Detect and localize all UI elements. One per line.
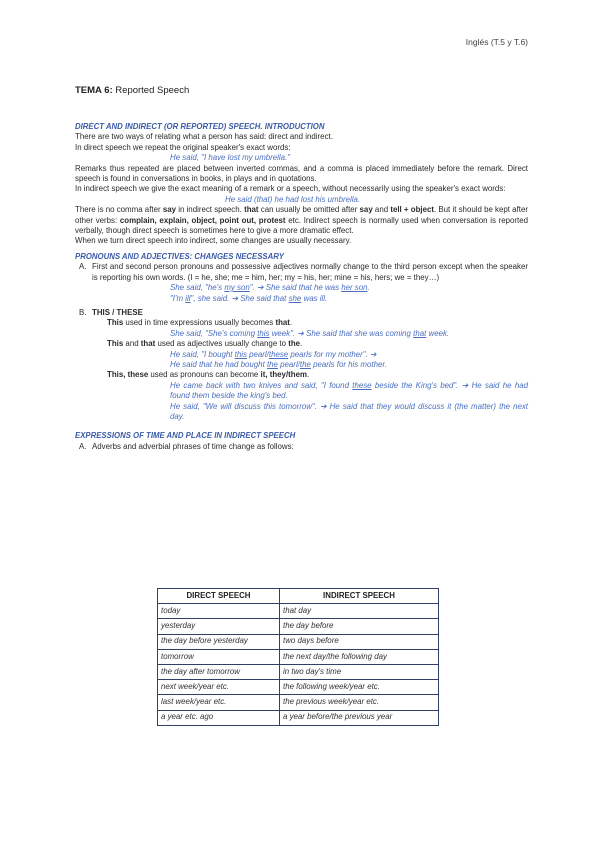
cell-direct: yesterday xyxy=(158,619,280,634)
intro-paragraph-3: Remarks thus repeated are placed between inverted commas, and a comma is placed immediately before the remark. Direct speech is found in conversations in books, in plays and in quotations. xyxy=(75,163,528,184)
cell-indirect: the day before xyxy=(280,619,439,634)
table-row xyxy=(158,619,439,634)
intro-paragraph-6: When we turn direct speech into indirect, some changes are usually necessary. xyxy=(75,236,352,246)
keyword: the xyxy=(288,339,301,349)
rule-b2 xyxy=(75,339,528,349)
example-b3b: He said, "We will discuss this tomorrow". ➔ He said that they would discuss it (the matter) the next day. xyxy=(170,401,528,421)
text-run: pearl/ xyxy=(277,359,300,369)
underlined: the xyxy=(299,359,311,369)
keyword: it, they/them xyxy=(260,370,307,380)
text-run: in indirect speech. xyxy=(175,205,245,215)
cell-direct: tomorrow xyxy=(158,649,280,664)
table-row xyxy=(158,604,439,619)
list-text: First and second person pronouns and possessive adjectives normally change to the third person except when the speaker is reporting his own words. (I = he, she; me = him, her; my = his, her; mine = his, hers; we = they…) xyxy=(92,262,528,282)
example-a2 xyxy=(75,294,528,304)
text-run: He came back with two knives and said, "I found xyxy=(170,380,353,390)
intro-paragraph-1: There are two ways of relating what a person has said: direct and indirect. xyxy=(75,132,333,142)
keyword: that xyxy=(244,205,259,215)
text-run: . xyxy=(289,318,293,328)
example-b1 xyxy=(75,329,528,339)
example-b2 xyxy=(75,350,528,360)
cell-direct: today xyxy=(158,604,280,619)
example-b3a xyxy=(75,381,528,402)
cell-direct: the day after tomorrow xyxy=(158,664,280,679)
underlined: the xyxy=(266,359,278,369)
cell-direct: a year etc. ago xyxy=(158,710,280,725)
page-title xyxy=(75,86,189,96)
table-row xyxy=(158,664,439,679)
text-run: used as adjectives usually change to xyxy=(155,339,289,349)
section-heading-time-place: EXPRESSIONS OF TIME AND PLACE IN INDIRECT SPEECH xyxy=(75,431,296,441)
keyword: say xyxy=(162,205,176,215)
text-run: used as pronouns can become xyxy=(148,370,261,380)
underlined: this xyxy=(234,349,247,359)
text-run: . xyxy=(307,370,310,380)
example-indirect: He said (that) he had lost his umbrella. xyxy=(225,194,361,204)
keyword: This xyxy=(107,318,124,328)
document-body xyxy=(75,122,528,452)
title-text: Reported Speech xyxy=(112,85,190,96)
intro-paragraph-5 xyxy=(75,205,528,236)
keyword: complain, explain, object, point out, protest xyxy=(119,215,286,225)
list-item-a xyxy=(75,262,528,283)
text-run: etc. Indirect speech is normally used when conversation is reported verbally, though direct speech is sometimes here to give a more dramatic effect. xyxy=(75,215,528,236)
cell-direct: next week/year etc. xyxy=(158,680,280,695)
underlined: this xyxy=(257,328,270,338)
column-header-direct: DIRECT SPEECH xyxy=(158,589,280,604)
text-run: "I'm xyxy=(170,293,186,303)
text-run: He said, "I bought xyxy=(170,349,235,359)
text-run: She said, "he's xyxy=(170,283,225,293)
table-row xyxy=(158,695,439,710)
cell-indirect: in two day's time xyxy=(280,664,439,679)
text-run: week". ➔ She said that she was coming xyxy=(269,328,414,338)
text-run: pearls for my mother". ➔ xyxy=(288,349,377,359)
text-run: ", she said. ➔ She said that xyxy=(190,293,289,303)
text-run: used in time expressions usually becomes xyxy=(123,318,276,328)
table-row xyxy=(158,710,439,725)
cell-indirect: the following week/year etc. xyxy=(280,680,439,695)
text-run: . xyxy=(300,339,303,349)
table-row xyxy=(158,649,439,664)
list-text: Adverbs and adverbial phrases of time change as follows: xyxy=(92,441,294,451)
underlined: these xyxy=(268,349,289,359)
keyword: that xyxy=(140,339,156,349)
page-header: Inglés (T.5 y T.6) xyxy=(465,37,528,47)
intro-paragraph-2: In direct speech we repeat the original speaker's exact words: xyxy=(75,142,291,152)
intro-paragraph-4: In indirect speech we give the exact meaning of a remark or a speech, without necessarily using the speaker's exact words: xyxy=(75,184,506,194)
underlined: her son xyxy=(341,283,368,293)
text-run: was ill. xyxy=(301,293,328,303)
keyword: This xyxy=(107,339,124,349)
keyword: tell + object xyxy=(390,205,434,215)
section-heading-pronouns: PRONOUNS AND ADJECTIVES: CHANGES NECESSARY xyxy=(75,251,284,261)
title-number: TEMA 6: xyxy=(75,85,113,96)
underlined: she xyxy=(288,293,302,303)
section-heading-intro: DIRECT AND INDIRECT (OR REPORTED) SPEECH. INTRODUCTION xyxy=(75,122,325,131)
text-run: . But it should be kept after other verbs: xyxy=(75,205,528,225)
list-marker: A. xyxy=(79,441,87,451)
table-header-row xyxy=(158,589,439,604)
text-run: pearl/ xyxy=(246,349,269,359)
cell-direct: last week/year etc. xyxy=(158,695,280,710)
rule-b1 xyxy=(75,318,528,328)
cell-indirect: a year before/the previous year xyxy=(280,710,439,725)
example-b2b xyxy=(75,360,528,370)
text-run: There is no comma after xyxy=(75,205,163,215)
table-row xyxy=(158,680,439,695)
list-label: THIS / THESE xyxy=(92,307,143,317)
keyword: that xyxy=(275,318,290,328)
list-marker: B. xyxy=(79,307,87,317)
cell-indirect: the next day/the following day xyxy=(280,649,439,664)
text-run: She said, "She's coming xyxy=(170,328,258,338)
cell-indirect: the previous week/year etc. xyxy=(280,695,439,710)
keyword: This, these xyxy=(107,370,149,380)
text-run: can usually be omitted after xyxy=(258,205,360,215)
list-item-b xyxy=(75,308,528,318)
underlined: ill xyxy=(185,293,191,303)
list-marker: A. xyxy=(79,262,87,272)
underlined: my son xyxy=(224,283,250,293)
text-run: and xyxy=(123,339,141,349)
table-row xyxy=(158,634,439,649)
text-run: . xyxy=(367,283,370,293)
text-run: pearls for his mother. xyxy=(310,359,387,369)
text-run: and xyxy=(372,205,391,215)
keyword: say xyxy=(359,205,373,215)
column-header-indirect: INDIRECT SPEECH xyxy=(280,589,439,604)
cell-indirect: two days before xyxy=(280,634,439,649)
time-expressions-table xyxy=(157,588,439,726)
text-run: week. xyxy=(426,328,450,338)
cell-indirect: that day xyxy=(280,604,439,619)
underlined: these xyxy=(352,380,372,390)
text-run: He said that he had bought xyxy=(170,359,267,369)
text-run: ". ➔ She said that he was xyxy=(249,283,342,293)
list-item-time-a xyxy=(75,442,528,452)
example-a1 xyxy=(75,283,528,293)
rule-b3 xyxy=(75,370,528,380)
underlined: that xyxy=(413,328,427,338)
cell-direct: the day before yesterday xyxy=(158,634,280,649)
text-run: beside the King's bed". ➔ He said he had found them beside the king's bed. xyxy=(170,380,528,401)
example-direct: He said, "I have lost my umbrella." xyxy=(170,153,291,163)
